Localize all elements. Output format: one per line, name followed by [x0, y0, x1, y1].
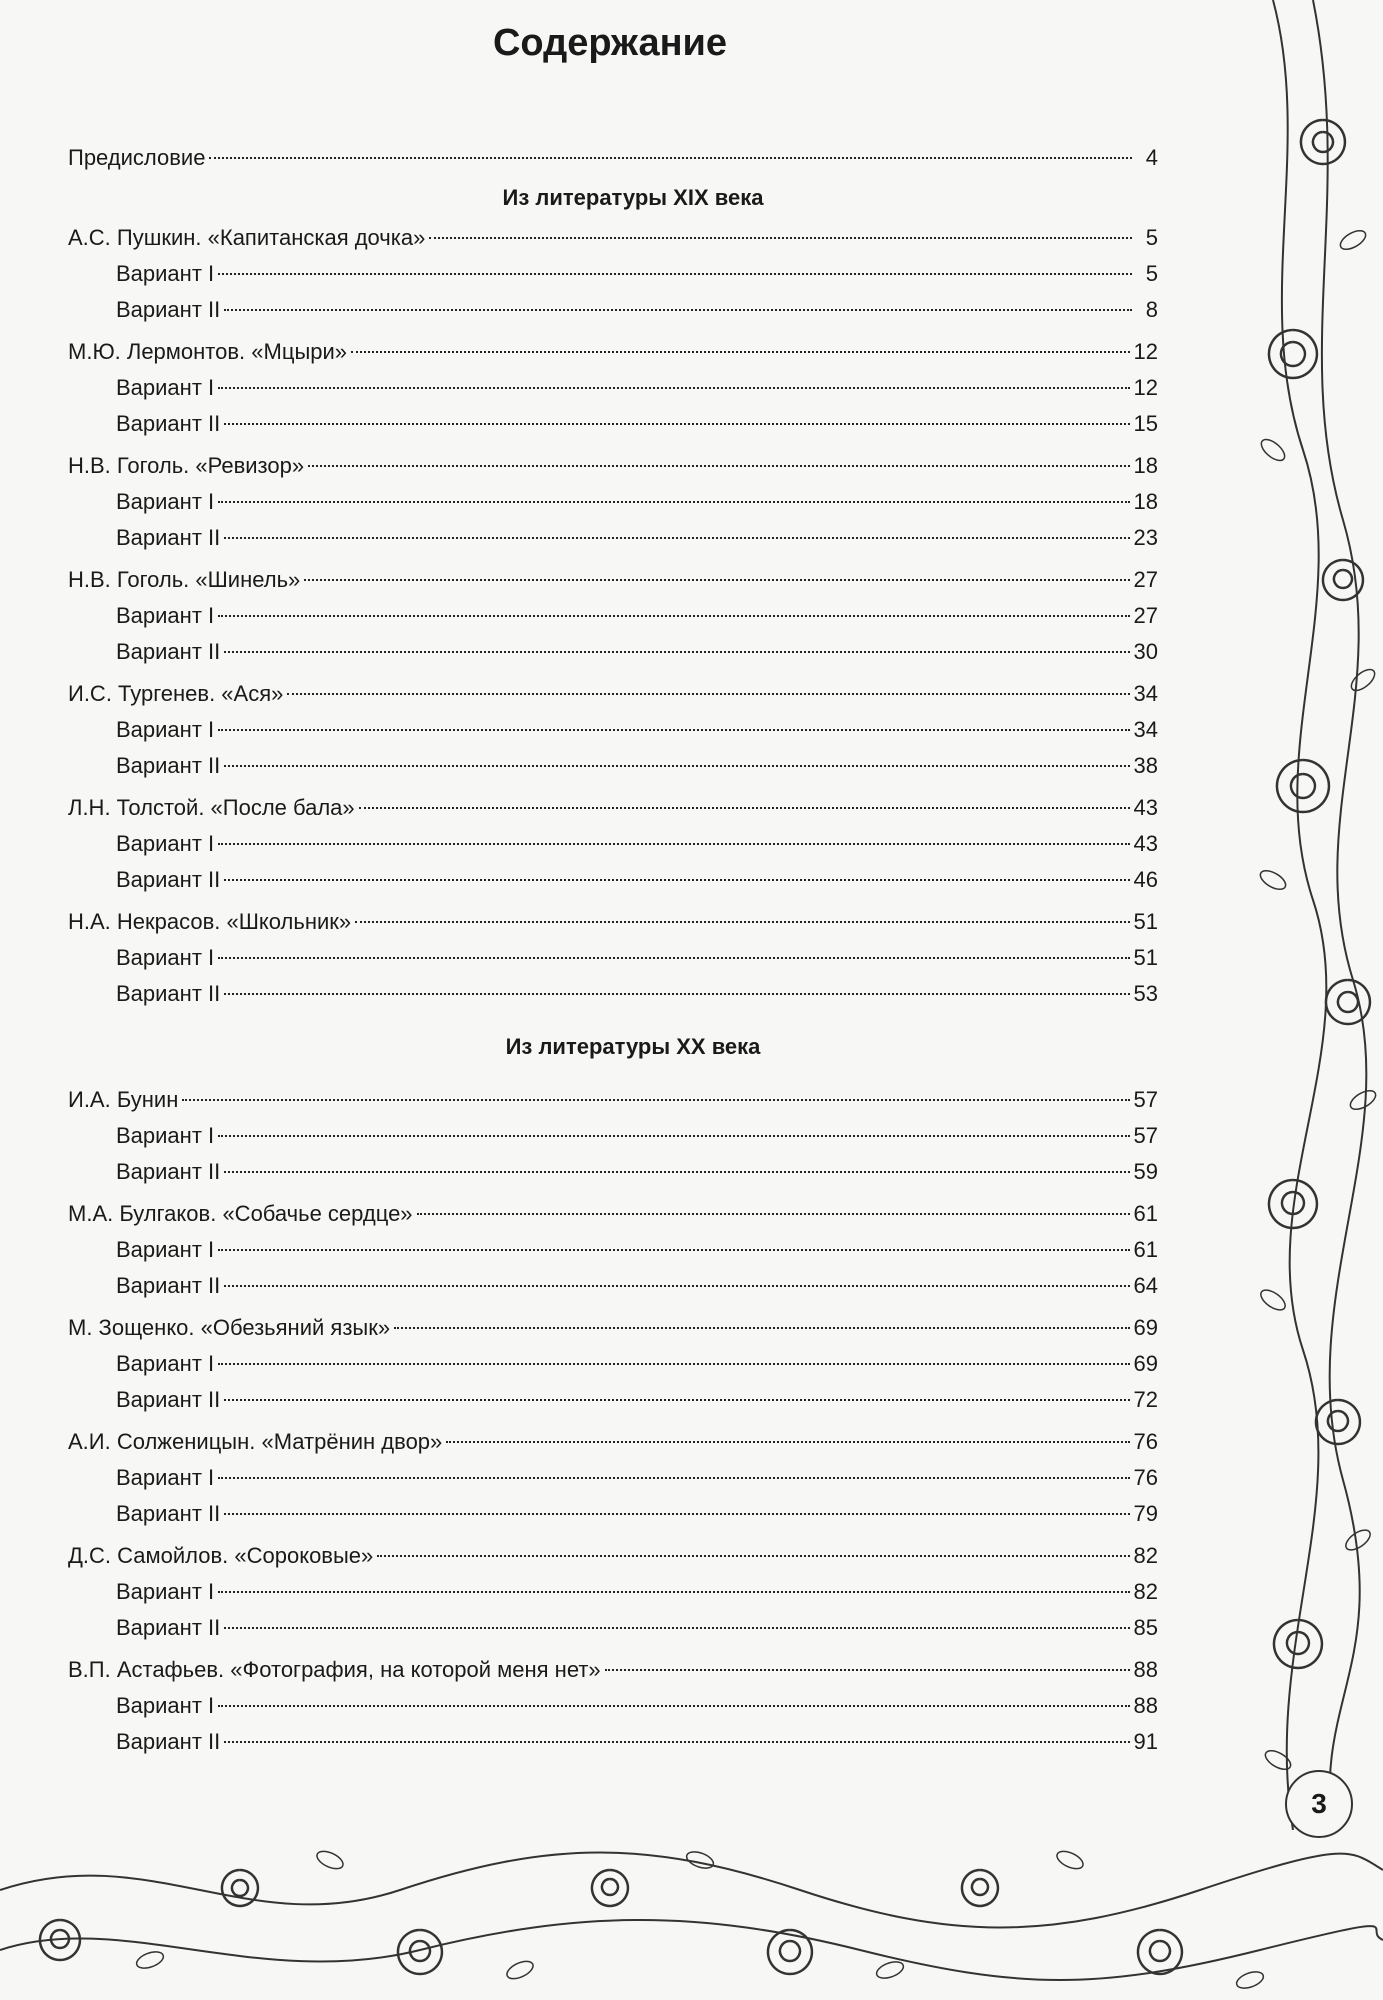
toc-page-number: 38: [1133, 753, 1158, 778]
toc-entry-row: [68, 790, 1158, 826]
toc-label: Вариант I: [116, 1237, 215, 1262]
toc-entry-row: [68, 1196, 1158, 1232]
toc-variant-row: [68, 1574, 1158, 1610]
toc-label: Вариант II: [116, 981, 221, 1006]
dot-leader: [304, 579, 1129, 581]
dot-leader: [377, 1555, 1129, 1557]
dot-leader: [359, 807, 1130, 809]
toc-label: Вариант I: [116, 375, 215, 400]
toc-label: Вариант I: [116, 945, 215, 970]
toc-variant-row: [68, 406, 1158, 442]
toc-variant-row: [68, 370, 1158, 406]
toc-variant-row: [68, 1346, 1158, 1382]
toc-page-number: 12: [1133, 339, 1158, 364]
toc-label: И.С. Тургенев. «Ася»: [68, 681, 284, 706]
toc-variant-row: [68, 598, 1158, 634]
toc-variant-row: [68, 1688, 1158, 1724]
toc-page-number: 88: [1133, 1693, 1158, 1718]
toc-variant-row: [68, 1382, 1158, 1418]
toc-page-number: 5: [1145, 261, 1158, 286]
toc-page-number: 30: [1133, 639, 1158, 664]
dot-leader: [224, 1399, 1129, 1401]
floral-border-right: [1253, 0, 1383, 1830]
dot-leader: [218, 843, 1129, 845]
toc-page-number: 18: [1133, 453, 1158, 478]
toc-label: Вариант I: [116, 1693, 215, 1718]
toc-entry-row: [68, 1652, 1158, 1688]
dot-leader: [218, 1591, 1129, 1593]
dot-leader: [224, 537, 1129, 539]
dot-leader: [218, 1705, 1129, 1707]
toc-label: Вариант II: [116, 1501, 221, 1526]
toc-label: Вариант II: [116, 1729, 221, 1754]
toc-page-number: 34: [1133, 717, 1158, 742]
toc-label: Вариант II: [116, 1615, 221, 1640]
toc-page-number: 69: [1133, 1315, 1158, 1340]
page-number: 3: [1285, 1770, 1353, 1838]
dot-leader: [224, 765, 1129, 767]
toc-label: Вариант I: [116, 1123, 215, 1148]
dot-leader: [218, 1249, 1129, 1251]
toc-variant-row: [68, 748, 1158, 784]
toc-entry-row: [68, 1424, 1158, 1460]
toc-entry-row: [68, 562, 1158, 598]
dot-leader: [446, 1441, 1129, 1443]
dot-leader: [394, 1327, 1129, 1329]
toc-label: Вариант I: [116, 1351, 215, 1376]
toc-page-number: 27: [1133, 603, 1158, 628]
toc-page-number: 18: [1133, 489, 1158, 514]
toc-page-number: 79: [1133, 1501, 1158, 1526]
toc-label: Вариант II: [116, 297, 221, 322]
toc-label: Вариант I: [116, 489, 215, 514]
dot-leader: [355, 921, 1129, 923]
dot-leader: [417, 1213, 1130, 1215]
toc-page-number: 43: [1133, 831, 1158, 856]
toc-label: Вариант I: [116, 603, 215, 628]
toc-page-number: 43: [1133, 795, 1158, 820]
toc-entry-row: [68, 1082, 1158, 1118]
toc-entry-row: [68, 904, 1158, 940]
toc-label: Вариант II: [116, 1159, 221, 1184]
toc-page-number: 82: [1133, 1579, 1158, 1604]
toc-page-number: 27: [1133, 567, 1158, 592]
toc-label: Вариант II: [116, 639, 221, 664]
toc-page-number: 76: [1133, 1429, 1158, 1454]
toc-page-number: 5: [1145, 225, 1158, 250]
toc-variant-row: [68, 1232, 1158, 1268]
toc-variant-row: [68, 712, 1158, 748]
dot-leader: [218, 615, 1129, 617]
toc-variant-row: [68, 976, 1158, 1012]
toc-label: Н.А. Некрасов. «Школьник»: [68, 909, 352, 934]
toc-label: Вариант II: [116, 1273, 221, 1298]
toc-page-number: 51: [1133, 909, 1158, 934]
section-heading: Из литературы XX века: [505, 1034, 761, 1059]
dot-leader: [351, 351, 1129, 353]
toc-label: Вариант I: [116, 717, 215, 742]
toc-label: Д.С. Самойлов. «Сороковые»: [68, 1543, 374, 1568]
toc-label: А.И. Солженицын. «Матрёнин двор»: [68, 1429, 443, 1454]
dot-leader: [218, 387, 1129, 389]
toc-variant-row: [68, 634, 1158, 670]
toc-label: М.Ю. Лермонтов. «Мцыри»: [68, 339, 348, 364]
section-heading: Из литературы XIX века: [502, 185, 764, 210]
toc-label: И.А. Бунин: [68, 1087, 179, 1112]
floral-border-bottom: [0, 1830, 1383, 2000]
toc-page-number: 61: [1133, 1201, 1158, 1226]
toc-page-number: 34: [1133, 681, 1158, 706]
toc-page-number: 46: [1133, 867, 1158, 892]
dot-leader: [224, 309, 1132, 311]
dot-leader: [605, 1669, 1130, 1671]
toc-page-number: 59: [1133, 1159, 1158, 1184]
dot-leader: [224, 1627, 1129, 1629]
dot-leader: [224, 1285, 1129, 1287]
toc-page-number: 64: [1133, 1273, 1158, 1298]
toc-entry-row: [68, 1310, 1158, 1346]
toc-page-number: 15: [1133, 411, 1158, 436]
toc-page-number: 91: [1133, 1729, 1158, 1754]
toc-variant-row: [68, 520, 1158, 556]
toc-label: А.С. Пушкин. «Капитанская дочка»: [68, 225, 426, 250]
toc-page-number: 12: [1133, 375, 1158, 400]
dot-leader: [429, 237, 1132, 239]
toc-entry-row: [68, 334, 1158, 370]
toc-page-number: 8: [1145, 297, 1158, 322]
dot-leader: [224, 651, 1129, 653]
toc-page-number: 76: [1133, 1465, 1158, 1490]
toc-label: Л.Н. Толстой. «После бала»: [68, 795, 355, 820]
toc-variant-row: [68, 1118, 1158, 1154]
dot-leader: [218, 501, 1129, 503]
toc-page-number: 51: [1133, 945, 1158, 970]
toc-entry-row: [68, 220, 1158, 256]
toc-label: Вариант II: [116, 1387, 221, 1412]
dot-leader: [287, 693, 1129, 695]
toc-label: Н.В. Гоголь. «Ревизор»: [68, 453, 305, 478]
toc-label: Предисловие: [68, 145, 206, 170]
toc-page-number: 88: [1133, 1657, 1158, 1682]
table-of-contents: [68, 140, 1158, 1760]
toc-label: Вариант II: [116, 753, 221, 778]
toc-variant-row: [68, 1460, 1158, 1496]
toc-label: М. Зощенко. «Обезьяний язык»: [68, 1315, 391, 1340]
dot-leader: [218, 1363, 1129, 1365]
toc-variant-row: [68, 1724, 1158, 1760]
toc-label: Вариант I: [116, 831, 215, 856]
toc-label: Вариант II: [116, 525, 221, 550]
dot-leader: [224, 1741, 1129, 1743]
toc-variant-row: [68, 826, 1158, 862]
toc-variant-row: [68, 1154, 1158, 1190]
toc-label: Вариант I: [116, 1465, 215, 1490]
toc-label: В.П. Астафьев. «Фотография, на которой меня нет»: [68, 1657, 601, 1682]
toc-label: Вариант II: [116, 867, 221, 892]
toc-page-number: 72: [1133, 1387, 1158, 1412]
toc-label: Н.В. Гоголь. «Шинель»: [68, 567, 301, 592]
toc-entry-row: [68, 1538, 1158, 1574]
toc-page-number: 85: [1133, 1615, 1158, 1640]
toc-variant-row: [68, 1610, 1158, 1646]
dot-leader: [224, 423, 1129, 425]
toc-page-number: 61: [1133, 1237, 1158, 1262]
toc-page-number: 4: [1145, 145, 1158, 170]
dot-leader: [218, 1135, 1129, 1137]
dot-leader: [224, 879, 1129, 881]
dot-leader: [224, 993, 1129, 995]
toc-label: Вариант I: [116, 1579, 215, 1604]
toc-variant-row: [68, 862, 1158, 898]
toc-label: Вариант II: [116, 411, 221, 436]
toc-variant-row: [68, 256, 1158, 292]
toc-page-number: 69: [1133, 1351, 1158, 1376]
toc-entry-row: [68, 676, 1158, 712]
toc-variant-row: [68, 1268, 1158, 1304]
dot-leader: [218, 957, 1129, 959]
toc-page-number: 23: [1133, 525, 1158, 550]
dot-leader: [224, 1171, 1129, 1173]
dot-leader: [218, 273, 1132, 275]
dot-leader: [182, 1099, 1129, 1101]
dot-leader: [308, 465, 1129, 467]
toc-label: Вариант I: [116, 261, 215, 286]
toc-variant-row: [68, 484, 1158, 520]
toc-variant-row: [68, 1496, 1158, 1532]
toc-variant-row: [68, 940, 1158, 976]
page-title: Содержание: [492, 22, 728, 64]
toc-page-number: 57: [1133, 1087, 1158, 1112]
toc-variant-row: [68, 292, 1158, 328]
dot-leader: [218, 1477, 1129, 1479]
toc-entry-row: [68, 140, 1158, 176]
toc-entry-row: [68, 448, 1158, 484]
toc-page-number: 82: [1133, 1543, 1158, 1568]
dot-leader: [218, 729, 1129, 731]
toc-label: М.А. Булгаков. «Собачье сердце»: [68, 1201, 413, 1226]
dot-leader: [209, 157, 1132, 159]
toc-page-number: 57: [1133, 1123, 1158, 1148]
toc-page-number: 53: [1133, 981, 1158, 1006]
dot-leader: [224, 1513, 1129, 1515]
